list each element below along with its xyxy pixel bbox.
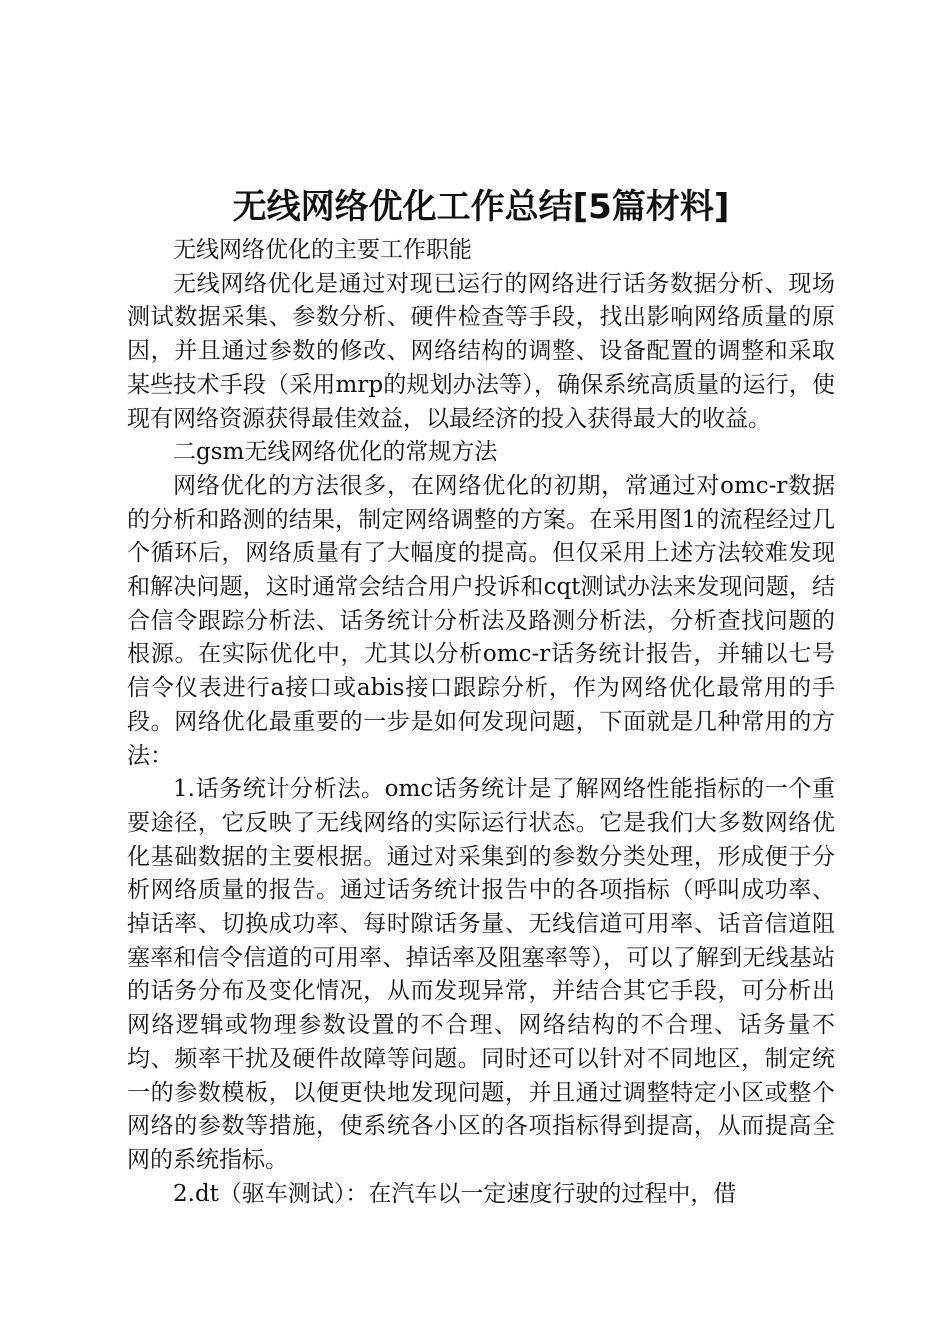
document-title: 无线网络优化工作总结[5篇材料] [232,187,730,227]
paragraph-duties: 无线网络优化是通过对现已运行的网络进行话务数据分析、现场测试数据采集、参数分析、硬件检查等手段，找出影响网络质量的原因，并且通过参数的修改、网络结构的调整、设备配置的调整和采取某些技术手段（采用mrp的规划办法等），确保系统高质量的运行，使现有网络资源获得最佳效益，以最经济的投入获得最大的收益。 [127,270,835,432]
paragraph-methods: 网络优化的方法很多，在网络优化的初期，常通过对omc-r数据的分析和路测的结果，制定网络调整的方案。在采用图1的流程经过几个循环后，网络质量有了大幅度的提高。但仅采用上述方法较难发现和解决问题，这时通常会结合用户投诉和cqt测试办法来发现问题，结合信令跟踪分析法、话务统计分析法及路测分析法，分析查找问题的根源。在实际优化中，尤其以分析omc-r话务统计报告，并辅以七号信令仪表进行a接口或abis接口跟踪分析，作为网络优化最常用的手段。网络优化最重要的一步是如何发现问题，下面就是几种常用的方法： [127,472,835,769]
document-page [127,180,835,1211]
section-heading-methods: 二gsm无线网络优化的常规方法 [173,439,498,466]
paragraph-traffic-statistics: 1.话务统计分析法。omc话务统计是了解网络性能指标的一个重要途径，它反映了无线网络的实际运行状态。它是我们大多数网络优化基础数据的主要根据。通过对采集到的参数分类处理，形成便于分析网络质量的报告。通过话务统计报告中的各项指标（呼叫成功率、掉话率、切换成功率、每时隙话务量、无线信道可用率、话音信道阻塞率和信令信道的可用率、掉话率及阻塞率等），可以了解到无线基站的话务分布及变化情况，从而发现异常，并结合其它手段，可分析出网络逻辑或物理参数设置的不合理、网络结构的不合理、话务量不均、频率干扰及硬件故障等问题。同时还可以针对不同地区，制定统一的参数模板，以便更快地发现问题，并且通过调整特定小区或整个网络的参数等措施，使系统各小区的各项指标得到提高，从而提高全网的系统指标。 [127,776,835,1173]
section-heading-duties: 无线网络优化的主要工作职能 [173,237,472,263]
paragraph-drive-test: 2.dt（驱车测试）：在汽车以一定速度行驶的过程中，借 [173,1180,737,1207]
